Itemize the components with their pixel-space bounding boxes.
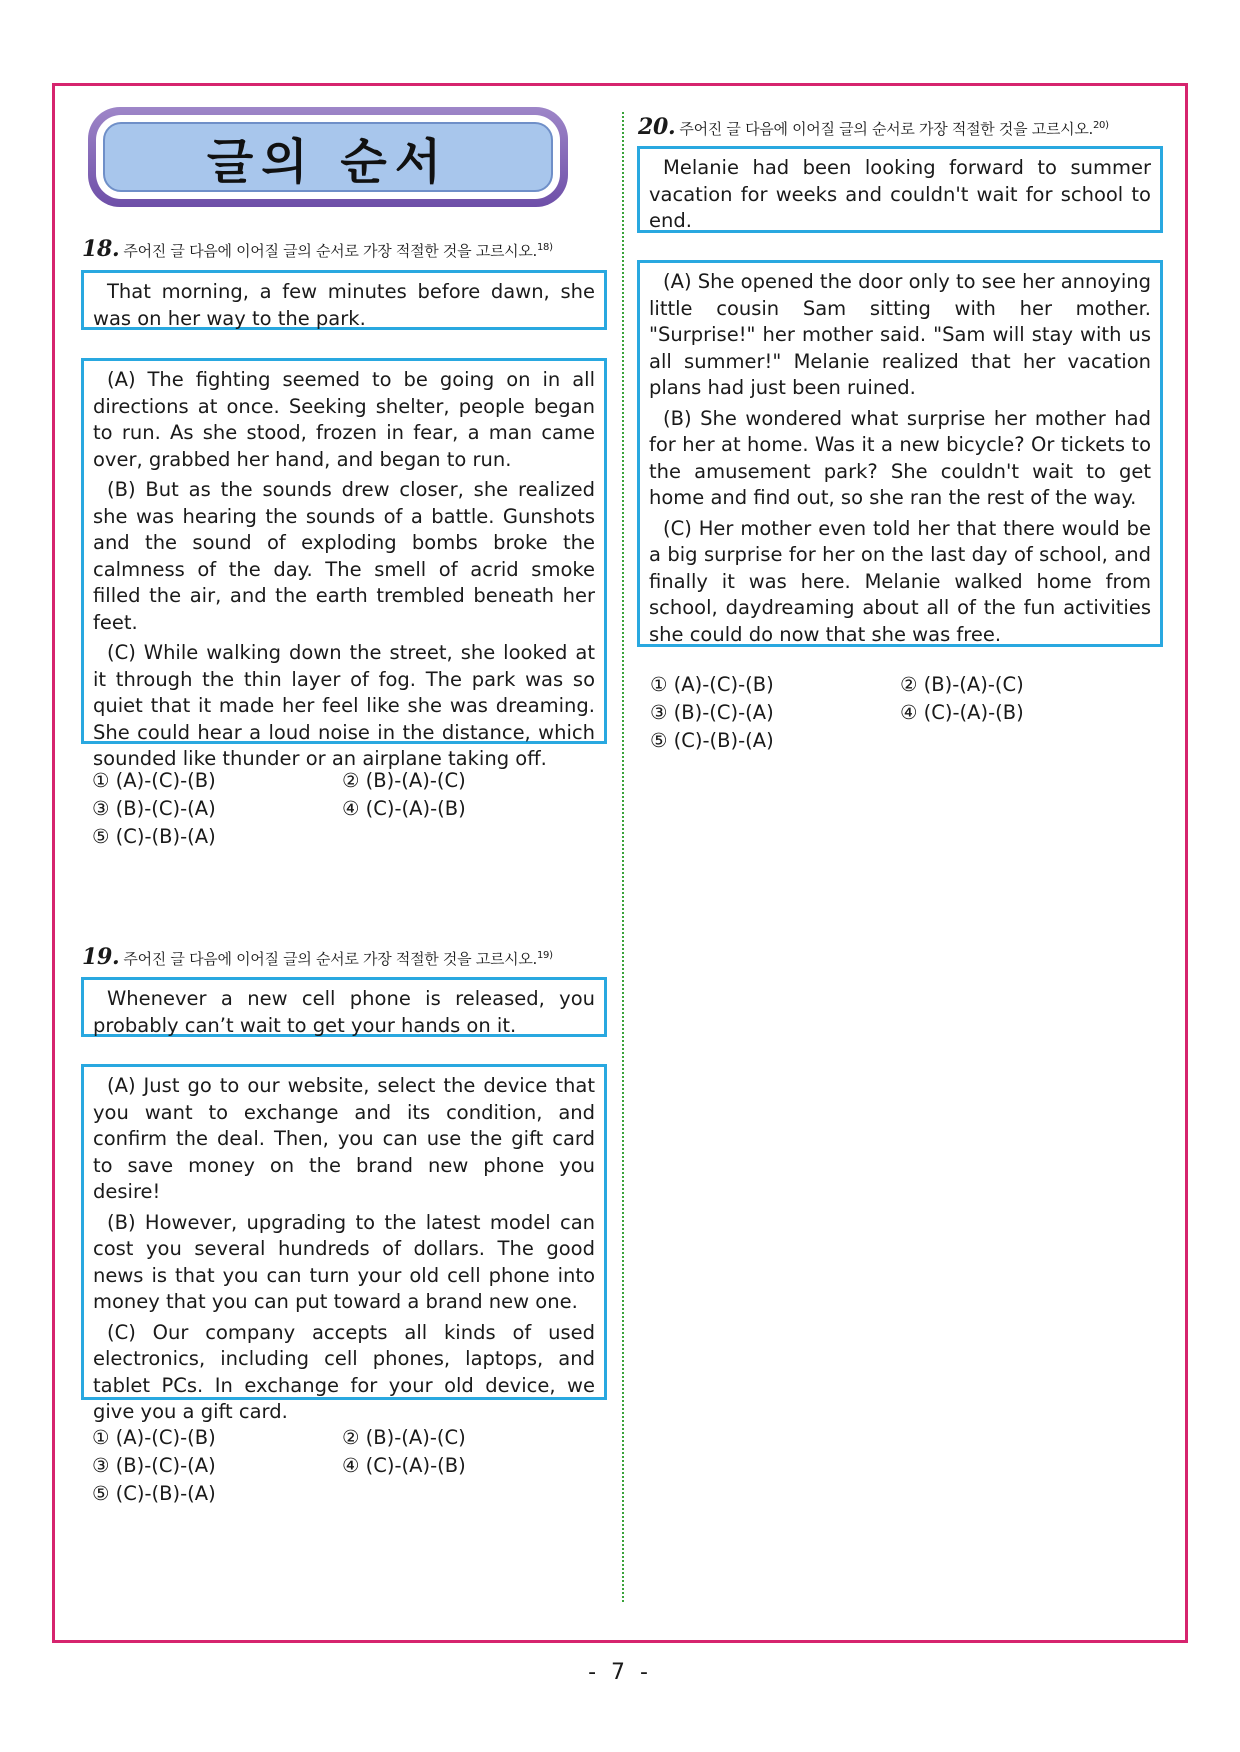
choice-5[interactable]: ⑤ (C)-(B)-(A): [650, 729, 774, 752]
paragraph-c: (C) While walking down the street, she looked at it through the thin layer of fog. The park was so quiet that it made her feel like she was dreaming. She could hear a loud noise in the distance, which sounded like thunder or an airplane taking off.: [93, 641, 595, 770]
question-19-header: [82, 944, 553, 970]
question-18-header: [82, 236, 553, 262]
section-title: 글의 순서: [103, 122, 553, 192]
choice-3[interactable]: ③ (B)-(C)-(A): [92, 1454, 216, 1477]
column-divider: [622, 112, 624, 1602]
question-18-intro-box: [81, 270, 607, 330]
question-18-choices: [92, 767, 512, 851]
footnote-marker: 20): [1093, 120, 1109, 131]
section-title-banner: [88, 107, 568, 207]
question-number: 18.: [82, 236, 120, 262]
intro-text: That morning, a few minutes before dawn, she was on her way to the park.: [93, 280, 595, 330]
choice-3[interactable]: ③ (B)-(C)-(A): [650, 701, 774, 724]
paragraph-b: (B) But as the sounds drew closer, she realized she was hearing the sounds of a battle. Gunshots and the sound of exploding bombs broke the calmness of the day. The smell of acrid smoke filled the air, and the earth trembled beneath her feet.: [93, 478, 595, 634]
question-instruction: 주어진 글 다음에 이어질 글의 순서로 가장 적절한 것을 고르시오.: [123, 950, 537, 968]
question-19-passage-box: [81, 1064, 607, 1423]
paragraph-c: (C) Her mother even told her that there would be a big surprise for her on the last day of school, and finally it was here. Melanie walked home from school, daydreaming about all of the fun activities she could do now that she was free.: [649, 516, 1151, 646]
page-number: - 7 -: [588, 1660, 652, 1685]
question-instruction: 주어진 글 다음에 이어질 글의 순서로 가장 적절한 것을 고르시오.: [679, 120, 1093, 138]
question-20-intro-box: [637, 146, 1163, 233]
question-18-passage-box: [81, 358, 607, 770]
choice-2[interactable]: ② (B)-(A)-(C): [342, 769, 466, 792]
question-20-header: [638, 114, 1109, 140]
intro-text: Whenever a new cell phone is released, you probably can’t wait to get your hands on it.: [93, 987, 595, 1037]
choice-3[interactable]: ③ (B)-(C)-(A): [92, 797, 216, 820]
paragraph-c: (C) Our company accepts all kinds of used electronics, including cell phones, laptops, and tablet PCs. In exchange for your old device, we give you a gift card.: [93, 1320, 595, 1423]
question-20-passage-box: [637, 260, 1163, 647]
paragraph-a: (A) Just go to our website, select the device that you want to exchange and its condition, and confirm the deal. Then, you can use the gift card to save money on the brand new phone you desire!: [93, 1074, 595, 1203]
question-20-choices: [650, 671, 1070, 755]
question-19-intro-box: [81, 977, 607, 1037]
paragraph-a: (A) She opened the door only to see her annoying little cousin Sam sitting with her mother. "Surprise!" her mother said. "Sam will stay with us all summer!" Melanie realized that her vacation plans had just been ruined.: [649, 270, 1152, 399]
question-19-choices: [92, 1424, 512, 1508]
choice-2[interactable]: ② (B)-(A)-(C): [900, 673, 1024, 696]
footnote-marker: 19): [537, 950, 553, 961]
choice-1[interactable]: ① (A)-(C)-(B): [650, 673, 774, 696]
question-instruction: 주어진 글 다음에 이어질 글의 순서로 가장 적절한 것을 고르시오.: [123, 242, 537, 260]
choice-4[interactable]: ④ (C)-(A)-(B): [900, 701, 1024, 724]
intro-text: Melanie had been looking forward to summer vacation for weeks and couldn't wait for school to end.: [649, 156, 1151, 232]
choice-4[interactable]: ④ (C)-(A)-(B): [342, 797, 466, 820]
choice-4[interactable]: ④ (C)-(A)-(B): [342, 1454, 466, 1477]
choice-2[interactable]: ② (B)-(A)-(C): [342, 1426, 466, 1449]
question-number: 19.: [82, 944, 120, 970]
choice-1[interactable]: ① (A)-(C)-(B): [92, 769, 216, 792]
footnote-marker: 18): [537, 242, 553, 253]
paragraph-a: (A) The fighting seemed to be going on in all directions at once. Seeking shelter, people began to run. As she stood, frozen in fear, a man came over, grabbed her hand, and began to run.: [93, 368, 595, 471]
banner-inner: [96, 115, 560, 199]
choice-5[interactable]: ⑤ (C)-(B)-(A): [92, 1482, 216, 1505]
paragraph-b: (B) However, upgrading to the latest model can cost you several hundreds of dollars. The good news is that you can turn your old cell phone into money that you can put toward a brand new one.: [93, 1210, 595, 1313]
paragraph-b: (B) She wondered what surprise her mother had for her at home. Was it a new bicycle? Or tickets to the amusement park? She couldn't wait to get home and find out, so she ran the rest of the way.: [649, 406, 1151, 509]
choice-5[interactable]: ⑤ (C)-(B)-(A): [92, 825, 216, 848]
question-number: 20.: [638, 114, 676, 140]
choice-1[interactable]: ① (A)-(C)-(B): [92, 1426, 216, 1449]
